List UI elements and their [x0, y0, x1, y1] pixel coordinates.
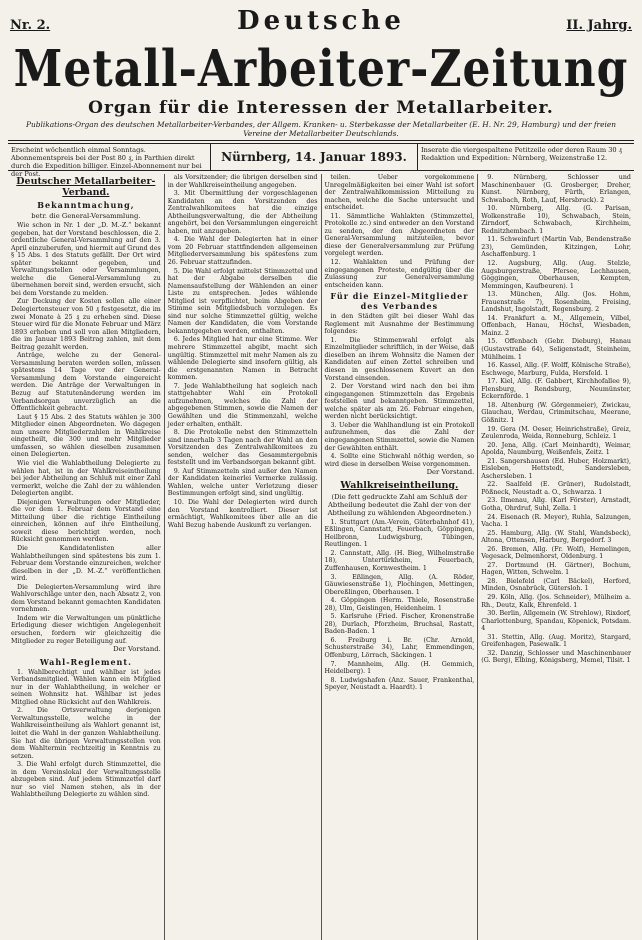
- paragraph: 3. Die Wahl erfolgt durch Stimmzettel, die in dem Vereinslokal der Verwaltungsstelle abzugeben sind. Auf jedem Stimmzettel darf nur so viel Namen stehen, als in der Wahlabtheilung Delegierte zu wählen sind.: [11, 761, 161, 799]
- signature: Der Vorstand.: [426, 468, 475, 477]
- list-item: 31. Stettin, Allg. (Aug. Moritz), Stargard, Greifenhagen, Pasewalk. 1: [481, 633, 631, 649]
- district-note: (Die fett gedruckte Zahl am Schluß der Abtheilung bedeutet die Zahl der von der Abtheilung zu wählenden Abgeordneten.): [327, 492, 472, 517]
- paragraph: 4. Die Wahl der Delegierten hat in einer vom 20 Februar stattfindenden allgemeinen Mitgliederversammlung bis spätestens zum 26. Februar stattzufinden.: [167, 236, 318, 267]
- publication-organ-line: Publikations-Organ des deutschen Metallarbeiter-Verbandes, der Allgem. Kranken- u. Sterbekasse der Metallarbeiter (E. H. Nr. 29, Hamburg) und der freien Vereine der Metallarbeiter Deutschlands.: [26, 120, 616, 138]
- section-heading: Deutscher Metallarbeiter-Verband.: [16, 176, 156, 198]
- paragraph: Diejenigen Verwaltungen oder Mitglieder, die vor dem 1. Februar dem Vorstand eine Mitteilung über die richtige Eintheilung einreichen, können auf ihre Eintheilung, soweit diese berichtigt werden, noch Rücksicht genommen werden.: [11, 498, 161, 544]
- list-item: 20. Jena, Allg. (Carl Meinhardt), Weimar, Apolda, Naumburg, Weißenfels, Zeitz. 1: [481, 441, 631, 457]
- list-item: 13. München, Allg. (Jos. Hohm, Frauenstraße 7), Rosenheim, Freising, Landshut, Ingolstadt, Regensburg. 2: [481, 291, 631, 314]
- list-item: 32. Danzig, Schlosser und Maschinenbauer (G. Berg), Elbing, Königsberg, Memel, Tilsit. 1: [481, 649, 631, 665]
- paragraph: 5. Die Wahl erfolgt mittelst Stimmzettel und hat der Abgabe derselben die Namensaufstellung der Wählenden an einer Liste zu entsprechen. Jedes wählende Mitglied ist verpflichtet, beim Abgeben der Stimme sein Mitgliedsbuch vorzulegen. Es sind nur solche Stimmzettel gültig, welche Namen der Kandidaten, die vom Vorstande bekanntgegeben werden, enthalten.: [167, 267, 318, 335]
- paragraph: Indem wir die Verwaltungen um pünktliche Erledigung dieser wichtigen Angelegenheit ersuchen, fordern wir gleichzeitig die Mitglieder zu reger Beteiligung auf.: [11, 614, 161, 645]
- single-members-heading: Für die Einzel-Mitglieder des Verbandes: [330, 291, 469, 312]
- masthead-info-bar: [8, 143, 634, 178]
- list-item: 21. Sangershausen (Ed. Huber, Holzmarkt), Eisleben, Hettstedt, Sandersleben, Aschersleben. 1: [481, 457, 631, 480]
- paragraph: Die Kandidatenlisten aller Wahlabtheilungen sind spätestens bis zum 1. Februar dem Vorstande einzureichen, welcher dieselben in der „D. M.-Z.“ veröffentlichen wird.: [11, 544, 161, 583]
- column-1: [8, 174, 164, 940]
- issue-number: Nr. 2.: [10, 18, 51, 33]
- list-item: 28. Bielefeld (Carl Bäckel), Herford, Minden, Osnabrück, Gütersloh. 1: [481, 577, 631, 593]
- column-2: [164, 174, 321, 940]
- masthead-top: [8, 6, 634, 40]
- paragraph: 2. Die Ortsverwaltung derjenigen Verwaltungsstelle, welche in der Wahlkreiseintheilung als Wahlort genannt ist, leitet die Wahl in der ganzen Wahlabtheilung. Sie hat die übrigen Verwaltungsstellen von dem Wahltermin rechtzeitig in Kenntnis zu setzen.: [11, 707, 161, 760]
- list-item: 5. Karlsruhe (Fried. Fischer, Kronenstraße 28), Durlach, Pforzheim, Bruchsal, Rastatt, Baden-Baden. 1: [324, 613, 475, 636]
- list-item: 27. Dortmund (H. Gärtner), Bochum, Hagen, Witten, Schwelm. 1: [481, 561, 631, 577]
- paragraph: 2. Der Vorstand wird nach den bei ihm eingegangenen Stimmzetteln das Ergebnis feststellen und bekanntgeben. Stimmzettel, welche später als am 26. Februar eingehen, werden nicht berücksichtigt.: [324, 383, 475, 421]
- paragraph: 6. Jedes Mitglied hat nur eine Stimme. Wer mehrere Stimmzettel abgibt, macht sich ungültig. Stimmzettel mit mehr Namen als zu wählende Delegierte sind insofern gültig, als die erstgenannten Namen in Betracht kommen.: [167, 336, 318, 382]
- list-item: 10. Nürnberg, Allg. (G. Parisan, Wolkenstraße 10), Schwabach, Stein, Zirndorf, Schwabach, Kirchheim, Rednitzhembach. 1: [481, 205, 631, 235]
- list-item: 14. Frankfurt a. M., Allgemein, Vilbel, Offenbach, Hanau, Höchst, Wiesbaden, Mainz. 2: [481, 314, 631, 337]
- column-3: [321, 174, 478, 940]
- list-item: 23. Ilmenau, Allg. (Karl Förster), Arnstadt, Gotha, Ohrdruf, Suhl, Zella. 1: [481, 497, 631, 512]
- article-columns: [8, 174, 634, 940]
- paragraph: Wie viel die Wahlabtheilung Delegierte zu wählen hat, ist in der Wahlkreiseintheilung bei jeder Abtheilung an Schluß mit einer Zahl vermerkt, welche die Zahl der zu wählenden Delegierten angibt.: [11, 459, 161, 498]
- list-item: 26. Bremen, Allg. (Fr. Wolf), Hemelingen, Vegesack, Delmenhorst, Oldenburg. 1: [481, 545, 631, 561]
- volume-year: II. Jahrg.: [566, 18, 632, 33]
- list-item: 16. Kassel, Allg. (F. Wolff, Kölnische Straße), Eschwege, Marburg, Fulda, Hersfeld. 1: [481, 362, 631, 377]
- list-item: 11. Schweinfurt (Martin Vab, Bendenstraße 23), Gemünden, Kitzingen, Lohr, Aschaffenburg. 1: [481, 236, 631, 259]
- paragraph: 1. Die Stimmenwahl erfolgt als Einzelmitglieder schriftlich, in der Weise, daß dieselben an ihrem Wohnsitz die Namen der Kandidaten auf einen Zettel schreiben und diesen in geschlossenem Kuvert an den Vorstand einsenden.: [324, 336, 475, 382]
- list-item: 1. Stuttgart (Am.-Verein, Güterbahnhof 41), Eßlingen, Cannstatt, Feuerbach, Göppingen, Heilbronn, Ludwigsburg, Tübingen, Reutlingen. 1: [324, 518, 475, 549]
- signature: Der Vorstand.: [113, 645, 161, 654]
- paragraph: Anträge, welche zu der General-Versammlung beraten werden sollen, müssen spätestens 14 Tage vor der General-Versammlung dem Vorstande eingereicht werden. Die Anträge der Verwaltungen in Bezug auf Statutenänderung werden im Verbandsorgan unverzüglich an die Öffentlichkeit gebracht.: [11, 352, 161, 413]
- list-item: 9. Nürnberg, Schlosser und Maschinenbauer (G. Grosberger, Dreher, Kunst. Nürnberg, Fürth, Erlangen, Schwabach, Roth, Lauf, Hersbruck). 2: [481, 174, 631, 204]
- list-item: 18. Altenburg (W. Görgenmeier), Zwickau, Glauchau, Werdau, Crimmitschau, Meerane, Gößnitz. 1: [481, 401, 631, 424]
- paragraph: 7. Jede Wahlabtheilung hat sogleich nach stattgehabter Wahl ein Protokoll aufzunehmen, welches die Zahl der abgegebenen Stimmen, sowie die Namen der Gewählten und die Stimmenzahl, welche jeder erhalten, enthält.: [167, 382, 318, 428]
- list-item: 6. Freiburg i. Br. (Chr. Arnold, Schusterstraße 34), Lahr, Emmendingen, Offenburg, Lörrach, Säckingen. 1: [324, 636, 475, 659]
- paragraph: 9. Auf Stimmzetteln sind außer den Namen der Kandidaten keinerlei Vermerke zulässig. Wahlen, welche unter Verletzung dieser Bestimmungen erfolgt sind, sind ungültig.: [167, 467, 318, 498]
- paragraph: 10. Die Wahl der Delegierten wird durch den Vorstand kontrolliert. Dieser ist ermächtigt, Wahlkomitees über alle an die Wahl Bezug habende Auskunft zu verlangen.: [167, 498, 318, 529]
- list-item: 7. Mannheim, Allg. (H. Gemmich, Heidelberg). 1: [324, 660, 475, 676]
- paragraph: 11. Sämmtliche Wahlakten (Stimmzettel, Protokolle zc.) sind entweder an den Vorstand zu senden, der den Abgeordneten der General-Versammlung mitzuteilen, bevor diese der Generalversammlung zur Prüfung vorgelegt werden.: [324, 212, 475, 258]
- list-item: 22. Saalfeld (E. Grüner), Rudolstadt, Pößneck, Neustadt a. O., Schwarza. 1: [481, 481, 631, 496]
- paragraph: Laut § 15 Abs. 2 des Statuts wählen je 300 Mitglieder einen Abgeordneten. Wo dagegen nun unsere Mitgliederzahlen in Wahlkreise eingetheilt, die 300 und mehr Mitglieder umfassen, so wählen dieselben zusammen einen Delegierten.: [11, 413, 161, 459]
- list-item: 3. Eßlingen, Allg. (A. Röder, Gäuwiesenstraße 1), Plochingen, Mettingen, Obereßlingen, Oberhausen. 1: [324, 573, 475, 596]
- newspaper-title: Metall-Arbeiter-Zeitung: [13, 40, 629, 99]
- notice-subheading: betr. die General-Versammlung.: [31, 212, 141, 220]
- paragraph: 8. Die Protokolle nebst den Stimmzetteln sind innerhalb 3 Tagen nach der Wahl an den Vorsitzenden des Zentralwahlkomitees zu senden, welcher das Gesammtergebnis feststellt und im Verbandsorgan bekannt gibt.: [167, 429, 318, 467]
- list-item: 2. Cannstatt, Allg. (H. Bieg, Wilhelmstraße 18), Untertürkheim, Feuerbach, Zuffenhausen, Kornwestheim. 1: [324, 549, 475, 572]
- dateline: Nürnberg, 14. Januar 1893.: [221, 150, 407, 164]
- paragraph: 3. Ueber die Wahlhandlung ist ein Protokoll aufzunehmen, das die Zahl der eingegangenen Stimmzettel, sowie die Namen der Gewählten enthält.: [324, 421, 475, 452]
- paragraph: 1. Wahlberechtigt und wählbar ist jedes Verbandsmitglied. Wählen kann ein Mitglied nur in der Wahlabtheilung, in welcher er seinen Wohnsitz hat. Wählbar ist jedes Mitglied ohne Rücksicht auf den Wahlkreis.: [11, 668, 161, 706]
- subscription-info: Erscheint wöchentlich einmal Sonntags. Abonnementspreis bei der Post 80 ₰, in Parthien direkt durch die Expedition billiger. Einzel-Abonnement nur bei der Post.: [8, 144, 211, 170]
- paragraph: in den Städten gilt bei dieser Wahl das Reglement mit Ausnahme der Bestimmung folgendes:: [324, 313, 475, 336]
- title-deutsche: Deutsche: [237, 6, 405, 36]
- header-rule: [8, 140, 634, 141]
- newspaper-subtitle: Organ für die Interessen der Metallarbeiter.: [88, 98, 554, 118]
- list-item: 8. Ludwigshafen (Anz. Sauer, Frankenthal, Speyer, Neustadt a. Haardt). 1: [324, 676, 475, 692]
- list-item: 4. Göppingen (Herm. Thiele, Rosenstraße 28), Ulm, Geislingen, Heidenheim. 1: [324, 597, 475, 612]
- paragraph: 3. Mit Übermittlung der vorgeschlagenen Kandidaten an den Vorsitzenden des Zentralwahlkomitees hat die einzige Abtheilungsverwaltung, die der Abtheilung angehört, bei den Versammlungen eingereicht haben, mit anzugeben.: [167, 190, 318, 235]
- list-item: 30. Berlin, Allgemein (W. Strehlow), Rixdorf, Charlottenburg, Spandau, Köpenick, Potsdam. 4: [481, 610, 631, 633]
- list-item: 17. Kiel, Allg. (F. Gabbert, Kirchhofallee 9), Flensburg, Rendsburg, Neumünster, Eckernförde. 1: [481, 378, 631, 401]
- regulation-heading: Wahl-Reglement.: [39, 656, 132, 667]
- district-heading: Wahlkreiseintheilung.: [340, 479, 459, 491]
- list-item: 12. Augsburg, Allg. (Aug. Stelzle, Augsburgerstraße, Pfersee, Lechhausen, Göggingen, Oberhausen, Kempten, Memmingen, Kaufbeuren). 1: [481, 260, 631, 290]
- paragraph: Die Delegierten-Versammlung wird ihre Wahlvorschläge unter den, nach Absatz 2, von dem Vorstand bekannt gemachten Kandidaten vornehmen.: [11, 583, 161, 614]
- paragraph: 4. Sollte eine Stichwahl nöthig werden, so wird diese in derselben Weise vorgenommen.: [324, 453, 475, 468]
- list-item: 24. Eisenach (R. Meyer), Ruhla, Salzungen, Vacha. 1: [481, 513, 631, 529]
- paragraph: teilen. Ueber vorgekommene Unregelmäßigkeiten bei einer Wahl ist sofort der Zentralwahlkommission Mitteilung zu machen, welche die Sache untersucht und entscheidet.: [324, 174, 475, 212]
- list-item: 19. Gera (M. Oeser, Heinrichstraße), Greiz, Zeulenroda, Weida, Ronneburg, Schleiz. 1: [481, 425, 631, 441]
- paragraph: 12. Wahlakten und Prüfung der eingegangenen Proteste, endgültig über die Zulassung zur Generalversammlung entscheiden kann.: [324, 259, 475, 289]
- paragraph: als Vorsitzender; die übrigen derselben sind in der Wahlkreiseintheilung angegeben.: [167, 174, 318, 189]
- list-item: 15. Offenbach (Gebr. Dieburg), Hanau (Gustavstraße 64), Seligenstadt, Steinheim, Mühlheim. 1: [481, 338, 631, 361]
- advertising-info: Inserate die viergespaltene Petitzeile oder deren Raum 30 ₰ Redaktion und Expedition: Nürnberg, Weizenstraße 12.: [417, 144, 634, 170]
- notice-heading: Bekanntmachung,: [37, 200, 135, 210]
- list-item: 29. Köln, Allg. (Jos. Schneider), Mülheim a. Rh., Deutz, Kalk, Ehrenfeld. 1: [481, 593, 631, 609]
- column-4: [477, 174, 634, 940]
- newspaper-page: [8, 6, 634, 894]
- paragraph: Wie schon in Nr. 1 der „D. M.-Z.“ bekannt gegeben, hat der Vorstand beschlossen, die 2. ordentliche General-Versammlung auf den 3. April einzuberufen, und hiermit auf Grund des § 15 Abs. 1 des Statuts gefällt. Der Ort wird später bekannt gegeben, und Verwaltungsstellen oder Versammlungen, welche die General-Versammlung zu übernehmen bereit sind, werden ersucht, sich bei dem Vorstande zu melden.: [11, 222, 161, 297]
- paragraph: Zur Deckung der Kosten sollen alle einer Delegiertensteuer von 50 ₰ festgesetzt, die im zwei Monate à 25 ₰ zu erheben sind. Diese Steuer wird für die Monate Februar und März 1893 erhoben und soll von allen Mitgliedern, die im Januar 1893 Beitrag zahlen, mit dem Beitrag gezahlt werden.: [11, 298, 161, 351]
- list-item: 25. Hamburg, Allg. (W. Stahl, Wandsbeck), Altona, Ottensen, Harburg, Bergedorf. 3: [481, 529, 631, 545]
